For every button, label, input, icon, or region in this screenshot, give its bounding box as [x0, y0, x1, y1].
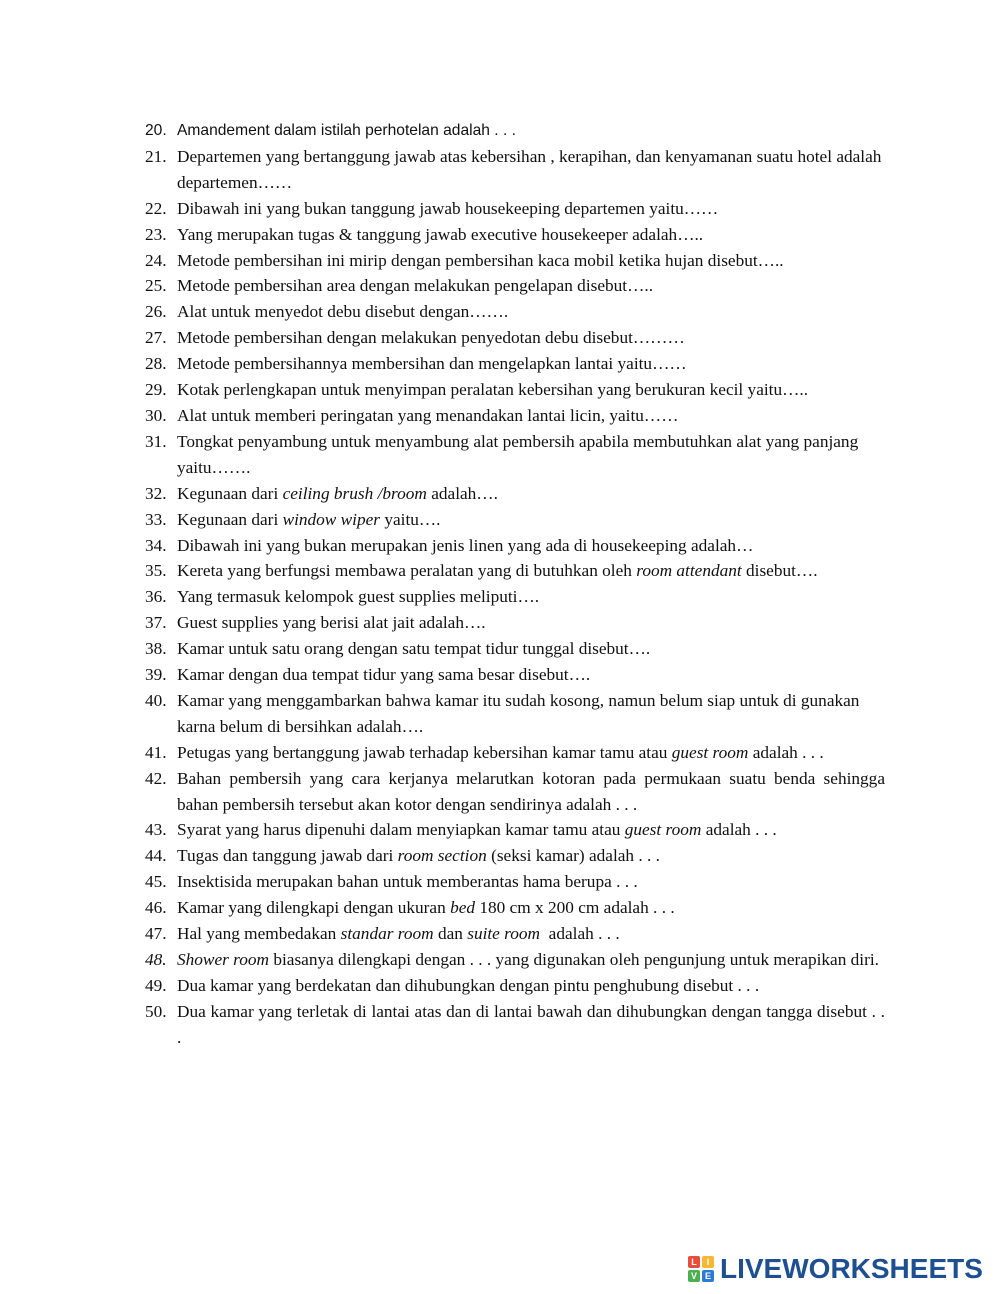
question-number: 34. [145, 535, 167, 555]
question-number: 42. [145, 768, 167, 788]
question-text: Kamar dengan dua tempat tidur yang sama besar disebut…. [177, 665, 591, 685]
text-run: Kamar yang dilengkapi dengan ukuran [177, 898, 451, 918]
liveworksheets-logo [688, 1252, 983, 1286]
logo-mark-e: E [702, 1270, 714, 1282]
question-item [145, 740, 885, 766]
question-item [145, 843, 885, 869]
text-run: adalah . . . [701, 820, 777, 840]
question-item [145, 351, 885, 377]
question-text [177, 947, 885, 973]
question-item [145, 558, 885, 584]
question-number: 49. [145, 975, 167, 995]
question-item [145, 817, 885, 843]
text-run: Kegunaan dari [177, 483, 283, 503]
question-number: 47. [145, 924, 167, 944]
question-number: 28. [145, 354, 167, 374]
question-text [177, 740, 885, 766]
question-item [145, 196, 885, 222]
question-number: 37. [145, 613, 167, 633]
question-text: Kotak perlengkapan untuk menyimpan peralatan kebersihan yang berukuran kecil yaitu….. [177, 380, 809, 400]
question-item [145, 222, 885, 248]
question-item [145, 481, 885, 507]
question-text: Metode pembersihan dengan melakukan penyedotan debu disebut……… [177, 328, 685, 348]
question-number: 23. [145, 224, 167, 244]
question-item [145, 610, 885, 636]
text-run: Kegunaan dari [177, 509, 283, 529]
question-number: 32. [145, 483, 167, 503]
question-text: Kamar untuk satu orang dengan satu tempat tidur tunggal disebut…. [177, 639, 651, 659]
question-item [145, 766, 885, 818]
question-text: Metode pembersihan ini mirip dengan pembersihan kaca mobil ketika hujan disebut….. [177, 250, 784, 270]
text-run: disebut…. [741, 561, 818, 581]
question-item [145, 636, 885, 662]
italic-term: guest room [624, 820, 702, 840]
text-run: adalah . . . [540, 924, 620, 944]
question-item [145, 584, 885, 610]
text-run: biasanya dilengkapi dengan . . . yang digunakan oleh pengunjung untuk merapikan diri. [269, 950, 879, 969]
question-text [177, 895, 885, 921]
question-text: Departemen yang bertanggung jawab atas kebersihan , kerapihan, dan kenyamanan suatu hotel adalah departemen…… [177, 146, 882, 192]
question-text: Tongkat penyambung untuk menyambung alat pembersih apabila membutuhkan alat yang panjang yaitu……. [177, 431, 859, 477]
question-text: Alat untuk memberi peringatan yang menandakan lantai licin, yaitu…… [177, 405, 679, 425]
question-text [177, 558, 885, 584]
question-text [177, 481, 885, 507]
italic-term: guest room [671, 742, 749, 762]
question-text: Alat untuk menyedot debu disebut dengan……. [177, 302, 509, 322]
question-number: 25. [145, 276, 167, 296]
text-run: 180 cm x 200 cm adalah . . . [475, 898, 675, 918]
question-number: 29. [145, 380, 167, 400]
question-number: 22. [145, 198, 167, 218]
question-item [145, 377, 885, 403]
question-text: Bahan pembersih yang cara kerjanya melarutkan kotoran pada permukaan suatu benda sehingga bahan pembersih tersebut akan kotor dengan sendirinya adalah . . . [177, 768, 885, 814]
italic-term: ceiling brush /broom [282, 483, 427, 503]
text-run: adalah . . . [748, 742, 824, 762]
text-run: Kereta yang berfungsi membawa peralatan yang di butuhkan oleh [177, 561, 637, 581]
question-item [145, 895, 885, 921]
question-item [145, 999, 885, 1051]
italic-term: bed [450, 898, 476, 918]
text-run: Hal yang membedakan [177, 924, 341, 944]
question-number: 44. [145, 846, 167, 866]
question-number: 31. [145, 431, 167, 451]
logo-mark-v: V [688, 1270, 700, 1282]
italic-term: standar room [340, 924, 434, 944]
text-run: (seksi kamar) adalah . . . [486, 846, 660, 866]
italic-term: room attendant [636, 561, 742, 581]
question-text: Dibawah ini yang bukan merupakan jenis linen yang ada di housekeeping adalah… [177, 535, 754, 555]
italic-term: window wiper [282, 509, 381, 529]
question-text: Kamar yang menggambarkan bahwa kamar itu sudah kosong, namun belum siap untuk di gunakan karna belum di bersihkan adalah…. [177, 690, 860, 736]
text-run: yaitu…. [380, 509, 441, 529]
text-run: Syarat yang harus dipenuhi dalam menyiapkan kamar tamu atau [177, 820, 625, 840]
question-item [145, 973, 885, 999]
question-text: Guest supplies yang berisi alat jait adalah…. [177, 613, 486, 633]
question-number: 50. [145, 1001, 167, 1021]
question-number: 40. [145, 690, 167, 710]
text-run: dan [433, 924, 468, 944]
logo-mark-l: L [688, 1256, 700, 1268]
question-number: 45. [145, 872, 167, 892]
question-item [145, 921, 885, 947]
question-item [145, 947, 885, 973]
question-number: 21. [145, 146, 167, 166]
question-item [145, 533, 885, 559]
question-number: 46. [145, 898, 167, 918]
question-item [145, 299, 885, 325]
question-number: 20. [145, 122, 167, 139]
question-item [145, 429, 885, 481]
text-run: adalah…. [426, 483, 498, 503]
question-text [177, 507, 885, 533]
question-number: 48. [145, 950, 167, 969]
question-number: 26. [145, 302, 167, 322]
question-number: 38. [145, 639, 167, 659]
question-number: 36. [145, 587, 167, 607]
question-text: Insektisida merupakan bahan untuk memberantas hama berupa . . . [177, 872, 638, 892]
question-number: 41. [145, 742, 167, 762]
logo-mark-icon [688, 1256, 714, 1282]
question-text: Yang termasuk kelompok guest supplies meliputi…. [177, 587, 540, 607]
question-item [145, 403, 885, 429]
question-text [177, 843, 885, 869]
question-item [145, 273, 885, 299]
question-item [145, 869, 885, 895]
question-text: Dua kamar yang terletak di lantai atas dan di lantai bawah dan dihubungkan dengan tangga disebut . . . [177, 1001, 885, 1047]
question-item [145, 144, 885, 196]
question-text [177, 817, 885, 843]
question-item [145, 688, 885, 740]
question-number: 39. [145, 665, 167, 685]
question-number: 43. [145, 820, 167, 840]
question-text: Dua kamar yang berdekatan dan dihubungkan dengan pintu penghubung disebut . . . [177, 975, 760, 995]
question-number: 27. [145, 328, 167, 348]
question-number: 33. [145, 509, 167, 529]
question-item [145, 325, 885, 351]
question-text [177, 921, 885, 947]
question-number: 35. [145, 561, 167, 581]
question-item [145, 118, 885, 144]
question-item [145, 662, 885, 688]
question-text: Metode pembersihannya membersihan dan mengelapkan lantai yaitu…… [177, 354, 687, 374]
logo-wordmark: LIVEWORKSHEETS [720, 1253, 983, 1284]
question-text: Metode pembersihan area dengan melakukan pengelapan disebut….. [177, 276, 654, 296]
question-number: 30. [145, 405, 167, 425]
text-run: Petugas yang bertanggung jawab terhadap kebersihan kamar tamu atau [177, 742, 672, 762]
italic-term: Shower room [177, 950, 270, 969]
question-item [145, 507, 885, 533]
question-list [145, 118, 885, 1051]
italic-term: room section [397, 846, 487, 866]
logo-mark-i: I [702, 1256, 714, 1268]
question-number: 24. [145, 250, 167, 270]
question-text: Dibawah ini yang bukan tanggung jawab housekeeping departemen yaitu…… [177, 198, 719, 218]
question-text: Yang merupakan tugas & tanggung jawab executive housekeeper adalah….. [177, 224, 704, 244]
question-item [145, 248, 885, 274]
question-text: Amandement dalam istilah perhotelan adalah . . . [177, 122, 516, 139]
italic-term: suite room [467, 924, 541, 944]
text-run: Tugas dan tanggung jawab dari [177, 846, 398, 866]
